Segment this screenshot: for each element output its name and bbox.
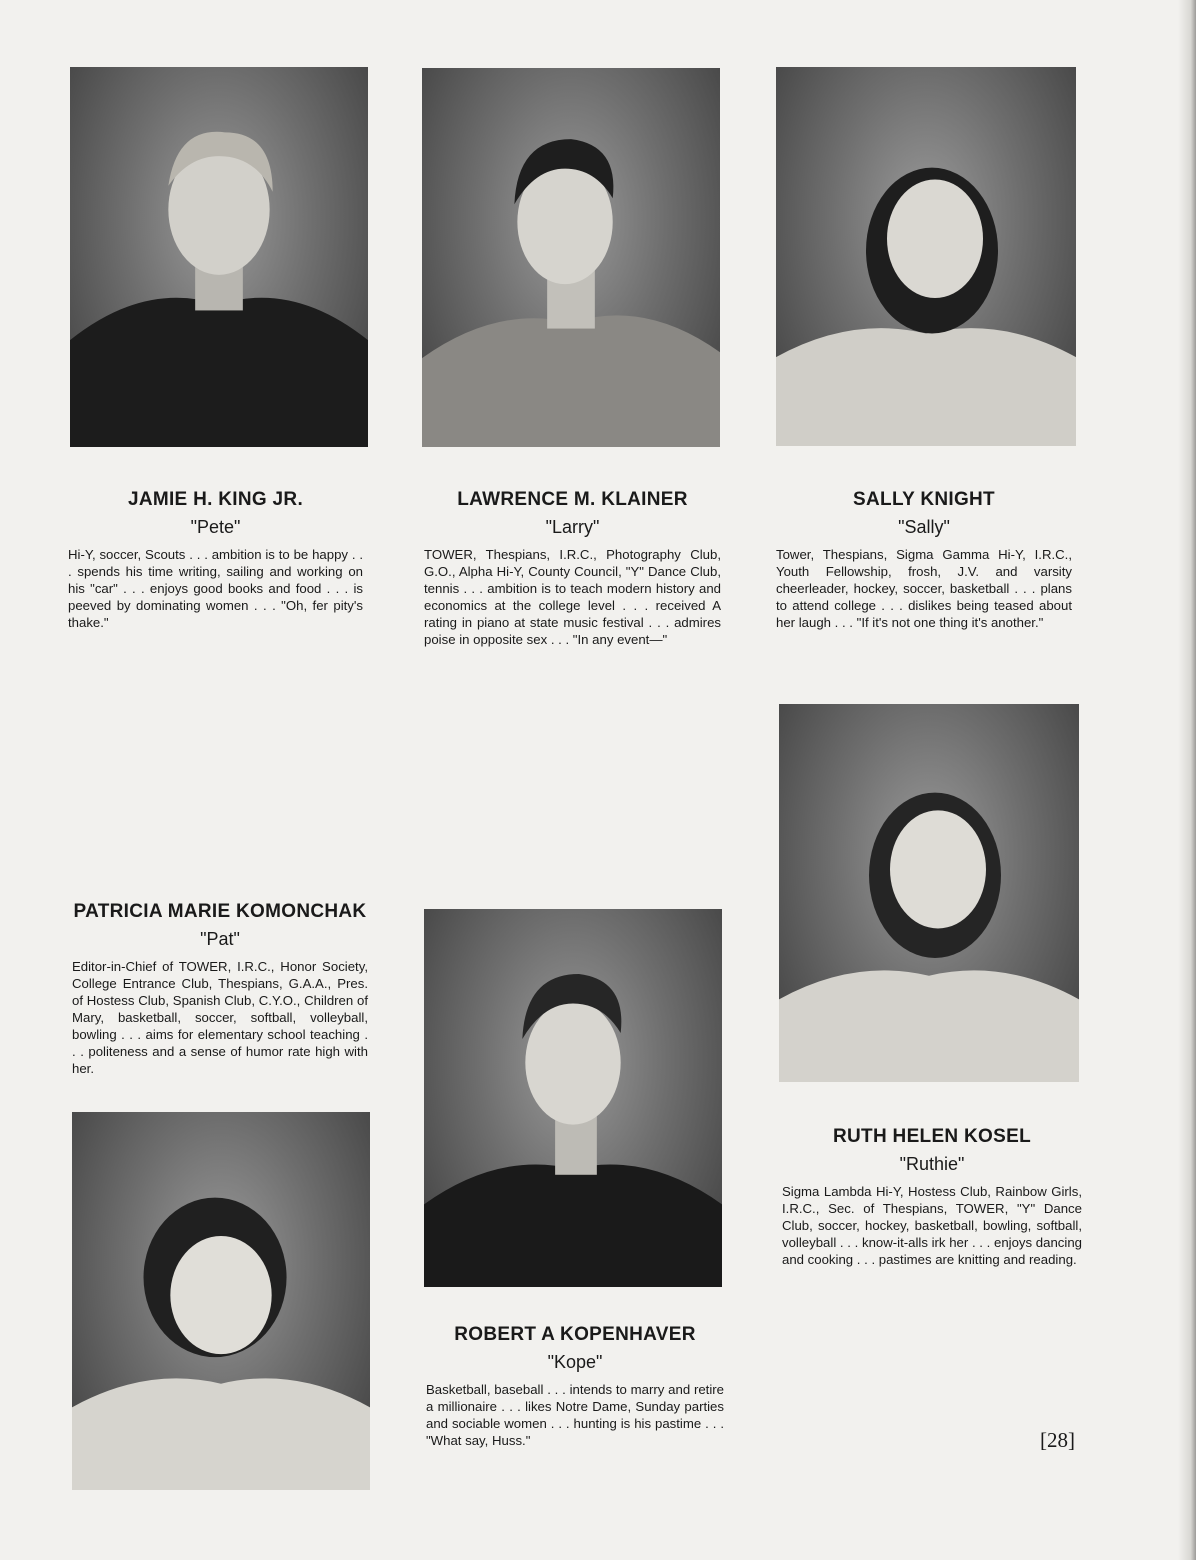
portrait-photo-klainer: [422, 68, 720, 447]
student-nickname: "Larry": [545, 517, 600, 537]
portrait-photo-knight: [776, 67, 1076, 446]
student-nickname: "Pat": [200, 929, 240, 949]
student-entry-kosel: [782, 1126, 1082, 1268]
student-bio: Sigma Lambda Hi-Y, Hostess Club, Rainbow Girls, I.R.C., Sec. of Thespians, TOWER, "Y" Dance Club, soccer, hockey, basketball, bowling, softball, volleyball . . . know-it-alls irk her . . . enjoys dancing and cooking . . . pastimes are knitting and reading.: [782, 1184, 1082, 1267]
student-entry-knight: [776, 489, 1072, 631]
student-name: RUTH HELEN KOSEL: [833, 1126, 1031, 1147]
student-bio: Basketball, baseball . . . intends to marry and retire a millionaire . . . likes Notre Dame, Sunday parties and sociable women . . . hunting is his pastime . . . "What say, Huss.": [426, 1382, 724, 1448]
student-bio: Tower, Thespians, Sigma Gamma Hi-Y, I.R.C., Youth Fellowship, frosh, J.V. and varsity cheerleader, hockey, soccer, basketball . . . plans to attend college . . . dislikes being teased about her laugh . . . "If it's not one thing it's another.": [776, 547, 1072, 630]
student-nickname: "Sally": [898, 517, 950, 537]
student-entry-klainer: [424, 489, 721, 648]
portrait-photo-komonchak: [72, 1112, 370, 1490]
student-bio: Editor-in-Chief of TOWER, I.R.C., Honor Society, College Entrance Club, Thespians, G.A.A., Pres. of Hostess Club, Spanish Club, C.Y.O., Children of Mary, basketball, soccer, softball, volleyball, bowling . . . aims for elementary school teaching . . . politeness and a sense of humor rate high with her.: [72, 959, 368, 1076]
student-name: JAMIE H. KING JR.: [127, 489, 304, 510]
student-name: SALLY KNIGHT: [853, 489, 995, 510]
student-name: LAWRENCE M. KLAINER: [457, 489, 688, 510]
page-edge-shadow: [1178, 0, 1196, 1560]
portrait-photo-kosel: [779, 704, 1079, 1082]
student-entry-kopenhaver: [426, 1324, 724, 1449]
student-nickname: "Kope": [547, 1352, 603, 1372]
student-nickname: "Ruthie": [899, 1154, 965, 1174]
student-bio: TOWER, Thespians, I.R.C., Photography Club, G.O., Alpha Hi-Y, County Council, "Y" Dance Club, tennis . . . ambition is to teach modern history and economics at the college level . . . received A rating in piano at state music festival . . . admires poise in opposite sex . . . "In any event—": [424, 547, 721, 647]
student-bio: Hi-Y, soccer, Scouts . . . ambition is to be happy . . . spends his time writing, sailing and working on his "car" . . . enjoys good books and food . . . is peeved by dominating women . . . "Oh, fer pity's thake.": [68, 547, 363, 630]
student-entry-king: [68, 489, 363, 631]
portrait-photo-king: [70, 67, 368, 447]
student-entry-komonchak: [72, 901, 368, 1077]
student-nickname: "Pete": [190, 517, 241, 537]
page-number: [28]: [1040, 1428, 1075, 1452]
portrait-photo-kopenhaver: [424, 909, 722, 1287]
student-name: PATRICIA MARIE KOMONCHAK: [73, 901, 367, 922]
student-name: ROBERT A KOPENHAVER: [454, 1324, 696, 1345]
